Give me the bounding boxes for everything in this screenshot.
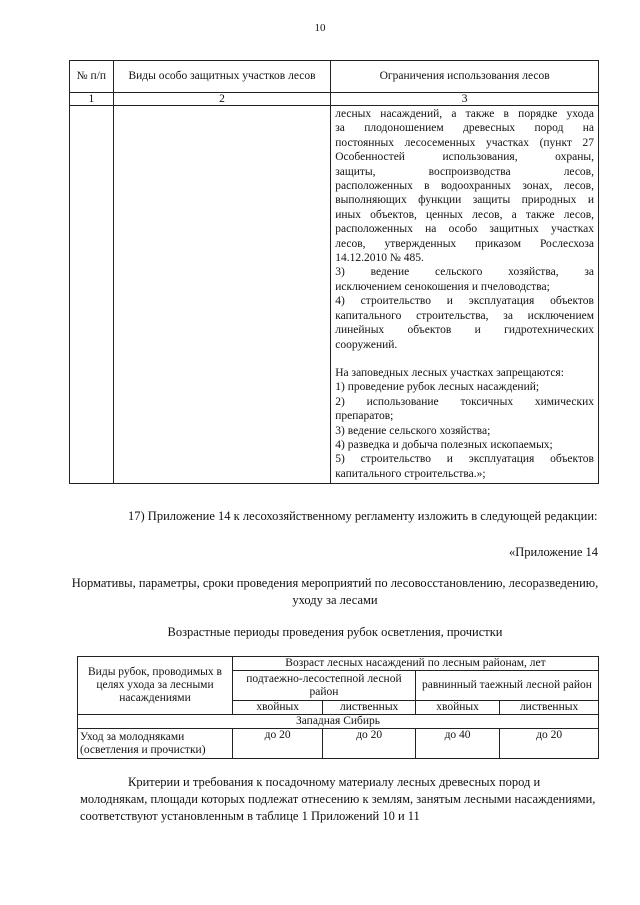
restriction-line: 1) проведение рубок лесных насаждений; xyxy=(335,381,540,394)
header-cut-types: Виды рубок, проводимых в целях ухода за лесными насаждениями xyxy=(78,657,233,715)
restriction-line: лесных насаждений, а также в порядке ухода xyxy=(335,108,594,120)
restriction-line: 2) использование токсичных химических xyxy=(335,395,594,408)
restriction-line: расположенных в водоохранных зонах, лесов, xyxy=(335,180,594,193)
restriction-line: постоянных лесосеменных участках (пункт 27 xyxy=(335,136,594,149)
restriction-line: линейных объектов и гидротехнических xyxy=(335,324,594,337)
zone-row: Западная Сибирь xyxy=(78,715,599,729)
paragraph-17: 17) Приложение 14 к лесохозяйственному регламенту изложить в следующей редакции: xyxy=(128,509,598,523)
subheader-deciduous-1: лиственных xyxy=(323,701,416,715)
row-label: Уход за молодняками (осветления и прочистки) xyxy=(78,729,233,759)
header-number: № п/п xyxy=(70,61,114,93)
criteria-paragraph: Критерии и требования к посадочному материалу лесных древесных пород и молоднякам, площади которых подлежат отнесению к землям, занятым лесными насаждениями, соответствуют установленным в таблице 1 Приложений 10 и 11 xyxy=(80,775,596,823)
page-number: 10 xyxy=(314,22,326,34)
column-number-3: 3 xyxy=(331,93,599,106)
restriction-line: На заповедных лесных участках запрещаются: xyxy=(335,366,564,379)
restriction-line: за плодоношением древесных пород на xyxy=(335,122,594,135)
subheader-conifer-2: хвойных xyxy=(415,701,499,715)
subheader-deciduous-2: лиственных xyxy=(500,701,599,715)
subheader-conifer-1: хвойных xyxy=(232,701,322,715)
column-number-2: 2 xyxy=(113,93,331,106)
empty-zone-cell xyxy=(113,106,331,484)
restriction-line: 4) строительство и эксплуатация объектов xyxy=(335,295,594,308)
header-zone-types: Виды особо защитных участков лесов xyxy=(113,61,331,93)
restriction-line: 3) ведение сельского хозяйства; xyxy=(335,424,491,437)
restriction-line: лесов, утвержденных приказом Рослесхоза xyxy=(335,237,594,250)
restriction-line: препаратов; xyxy=(335,410,394,423)
table-heading: Возрастные периоды проведения рубок осветления, прочистки xyxy=(167,625,503,639)
header-restrictions: Ограничения использования лесов xyxy=(331,61,599,93)
restriction-line: Особенностей использования, охраны, xyxy=(335,151,594,164)
restriction-line: выполняющих функции защиты природных и xyxy=(335,194,594,207)
column-number-1: 1 xyxy=(70,93,114,106)
value-cell: до 20 xyxy=(232,729,322,759)
restriction-line: капитального строительства.»; xyxy=(335,467,486,480)
restrictions-cell xyxy=(331,106,599,484)
thinning-periods-table xyxy=(77,656,599,759)
header-region-subtaiga: подтаежно-лесостепной лесной район xyxy=(232,671,415,701)
restriction-line: сооружений. xyxy=(335,338,398,351)
value-cell: до 40 xyxy=(415,729,499,759)
restriction-line: расположенных на особо защитных участках xyxy=(335,223,594,236)
restriction-line: 5) строительство и эксплуатация объектов xyxy=(335,453,594,466)
restriction-line: 4) разведка и добыча полезных ископаемых; xyxy=(335,438,553,451)
restrictions-text-block-1 xyxy=(335,107,594,352)
restriction-line: защиты, воспроизводства лесов, xyxy=(335,165,594,178)
value-cell: до 20 xyxy=(323,729,416,759)
header-age-group: Возраст лесных насаждений по лесным районам, лет xyxy=(232,657,598,671)
restriction-line: исключением сенокошения и пчеловодства; xyxy=(335,280,550,293)
header-region-taiga: равнинный таежный лесной район xyxy=(415,671,598,701)
restrictions-table xyxy=(69,60,599,484)
restriction-line: 3) ведение сельского хозяйства, за xyxy=(335,266,594,279)
value-cell: до 20 xyxy=(500,729,599,759)
restriction-line: капитального строительства, за исключением xyxy=(335,309,594,322)
restriction-line: иных объектов, ценных лесов, а также лесов, xyxy=(335,208,594,221)
appendix-label: «Приложение 14 xyxy=(509,545,598,559)
restrictions-text-block-2 xyxy=(335,366,594,481)
restriction-line: 14.12.2010 № 485. xyxy=(335,252,424,265)
empty-number-cell xyxy=(70,106,114,484)
section-heading: Нормативы, параметры, сроки проведения мероприятий по лесовосстановлению, лесоразведению, уходу за лесами xyxy=(71,576,599,607)
